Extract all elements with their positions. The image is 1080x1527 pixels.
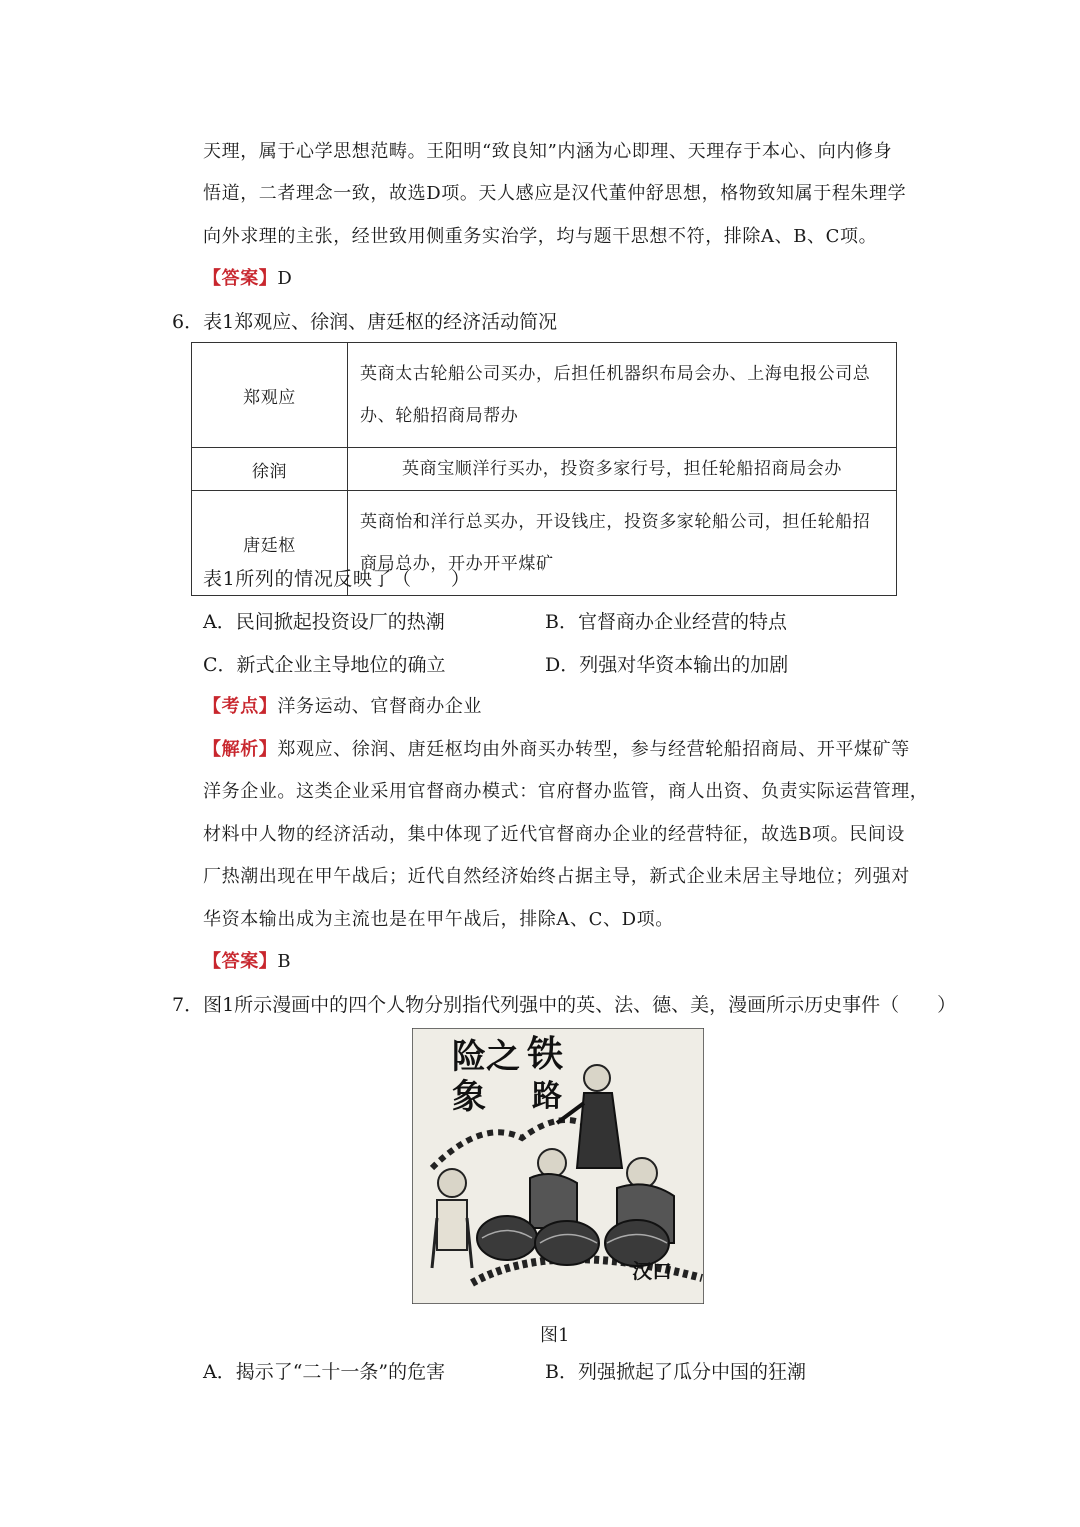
explanation-line: 悟道，二者理念一致，故选D项。天人感应是汉代董仲舒思想，格物致知属于程朱理学 [203, 183, 907, 204]
table-cell-desc: 英商宝顺洋行买办，投资多家行号，担任轮船招商局会办 [348, 448, 897, 491]
option-c[interactable]: C．新式企业主导地位的确立 [203, 654, 446, 676]
table-cell-name: 郑观应 [192, 343, 348, 448]
kaodian-text: 洋务运动、官督商办企业 [277, 696, 483, 717]
kaodian-line [203, 698, 482, 716]
jiexi-text: 郑观应、徐润、唐廷枢均由外商买办转型，参与经营轮船招商局、开平煤矿等 [277, 739, 910, 760]
explanation-line: 向外求理的主张，经世致用侧重务实治学，均与题干思想不符，排除A、B、C项。 [203, 226, 878, 247]
cartoon-text-xiang: 象 [452, 1077, 486, 1117]
cartoon-text-tie: 铁 [527, 1033, 564, 1075]
cartoon-text-hankou: 汉口 [632, 1259, 672, 1283]
jiexi-line: 材料中人物的经济活动，集中体现了近代官督商办企业的经营特征，故选B项。民间设 [203, 824, 906, 845]
answer-line [203, 270, 292, 288]
answer-tag: 【答案】 [203, 268, 278, 289]
table-cell-name: 徐润 [192, 448, 348, 491]
option-d[interactable]: D．列强对华资本输出的加剧 [545, 654, 789, 676]
figure-caption: 图1 [540, 1325, 570, 1346]
answer-tag: 【答案】 [203, 951, 278, 972]
question-6-stem: 表1所列的情况反映了（ ） [203, 568, 471, 590]
jiexi-line: 华资本输出成为主流也是在甲午战后，排除A、C、D项。 [203, 909, 674, 930]
answer-value: B [277, 951, 292, 972]
kaodian-tag: 【考点】 [203, 696, 278, 717]
option-a[interactable]: A．揭示了“二十一条”的危害 [203, 1361, 446, 1383]
jiexi-line: 洋务企业。这类企业采用官督商办模式：官府督办监管，商人出资、负责实际运营管理， [203, 781, 929, 802]
option-a[interactable]: A．民间掀起投资设厂的热潮 [203, 611, 445, 633]
cartoon-image [412, 1028, 704, 1304]
answer-line [203, 953, 291, 971]
option-b[interactable]: B．列强掀起了瓜分中国的狂潮 [545, 1361, 806, 1383]
economic-activity-table [191, 342, 897, 596]
table-cell-desc: 英商怡和洋行总买办，开设钱庄，投资多家轮船公司，担任轮船招商局总办，开办开平煤矿 [348, 491, 897, 596]
table-cell-name: 唐廷枢 [192, 491, 348, 596]
table-row [192, 448, 897, 491]
question-7-stem: 7．图1所示漫画中的四个人物分别指代列强中的英、法、德、美，漫画所示历史事件（ ） [172, 994, 957, 1016]
table-row [192, 343, 897, 448]
jiexi-line [203, 741, 910, 759]
cartoon-text-xianzhi: 险之 [452, 1037, 520, 1077]
answer-value: D [277, 268, 293, 289]
jiexi-tag: 【解析】 [203, 739, 278, 760]
question-6-title: 6．表1郑观应、徐润、唐廷枢的经济活动简况 [172, 311, 558, 333]
option-b[interactable]: B．官督商办企业经营的特点 [545, 611, 787, 633]
cartoon-text-lu: 路 [532, 1079, 562, 1114]
jiexi-line: 厂热潮出现在甲午战后；近代自然经济始终占据主导，新式企业未居主导地位；列强对 [203, 866, 910, 887]
explanation-line: 天理，属于心学思想范畴。王阳明“致良知”内涵为心即理、天理存于本心、向内修身 [203, 141, 893, 162]
table-cell-desc: 英商太古轮船公司买办，后担任机器织布局会办、上海电报公司总办、轮船招商局帮办 [348, 343, 897, 448]
